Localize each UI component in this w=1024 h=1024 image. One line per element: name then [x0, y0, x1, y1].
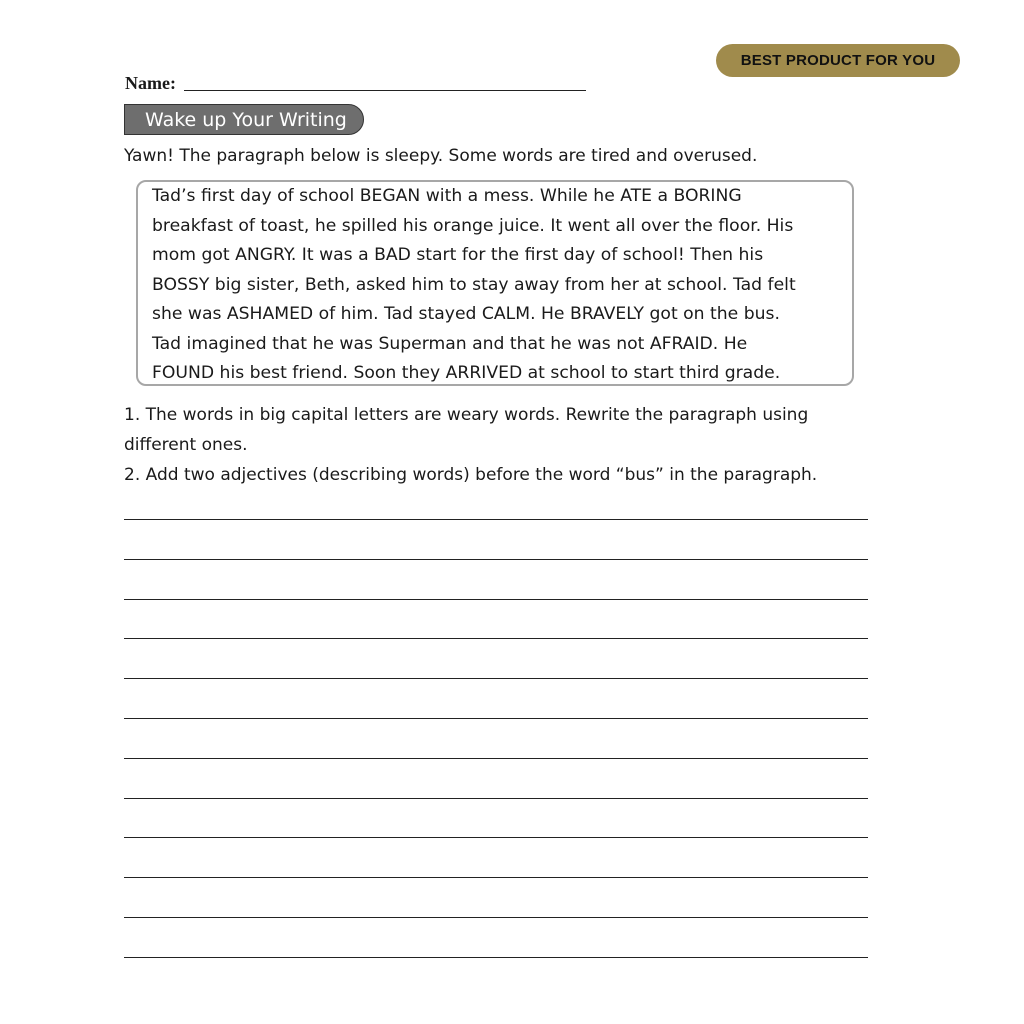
paragraph-line: FOUND his best friend. Soon they ARRIVED at school to start third grade. [152, 363, 781, 383]
question-2: 2. Add two adjectives (describing words) before the word “bus” in the paragraph. [124, 465, 818, 485]
intro-text: Yawn! The paragraph below is sleepy. Some words are tired and overused. [124, 146, 758, 166]
section-title-banner [124, 104, 364, 135]
name-writing-line[interactable] [184, 90, 586, 91]
answer-line[interactable] [124, 957, 868, 958]
answer-line[interactable] [124, 877, 868, 878]
answer-line[interactable] [124, 758, 868, 759]
answer-line[interactable] [124, 519, 868, 520]
question-1-line-1: 1. The words in big capital letters are weary words. Rewrite the paragraph using [124, 405, 809, 425]
answer-writing-area[interactable] [124, 519, 868, 997]
answer-line[interactable] [124, 559, 868, 560]
answer-line[interactable] [124, 638, 868, 639]
instructions [124, 400, 854, 490]
paragraph-line: mom got ANGRY. It was a BAD start for the first day of school! Then his [152, 245, 764, 265]
answer-line[interactable] [124, 599, 868, 600]
name-field-row [125, 72, 586, 94]
question-1-line-2: different ones. [124, 435, 248, 455]
answer-line[interactable] [124, 678, 868, 679]
answer-line[interactable] [124, 718, 868, 719]
best-product-badge[interactable]: BEST PRODUCT FOR YOU [716, 44, 960, 77]
section-title: Wake up Your Writing [145, 108, 347, 131]
answer-line[interactable] [124, 917, 868, 918]
answer-line[interactable] [124, 837, 868, 838]
paragraph-line: breakfast of toast, he spilled his orange juice. It went all over the floor. His [152, 215, 794, 236]
name-label: Name: [125, 73, 176, 93]
answer-line[interactable] [124, 798, 868, 799]
sleepy-paragraph-box [136, 180, 854, 386]
paragraph-line: BOSSY big sister, Beth, asked him to stay away from her at school. Tad felt [152, 274, 796, 295]
paragraph-line: Tad’s first day of school BEGAN with a mess. While he ATE a BORING [152, 186, 742, 206]
paragraph-line: Tad imagined that he was Superman and that he was not AFRAID. He [152, 333, 748, 354]
paragraph-line: she was ASHAMED of him. Tad stayed CALM. He BRAVELY got on the bus. [152, 304, 780, 324]
